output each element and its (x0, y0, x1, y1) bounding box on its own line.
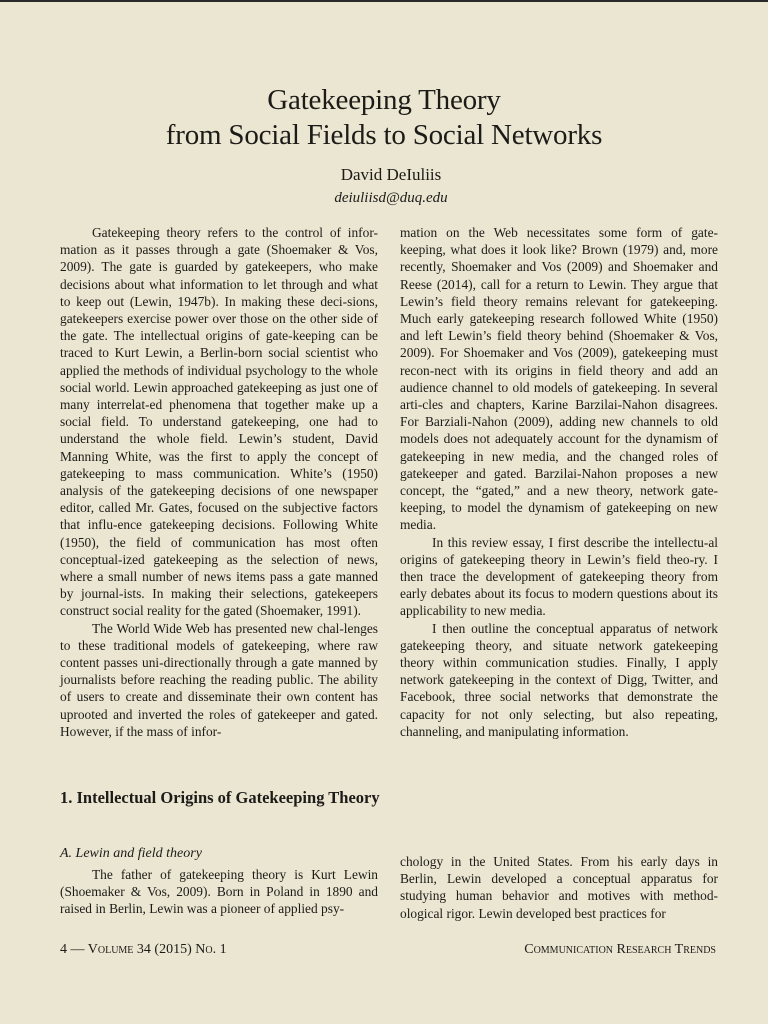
intro-paragraph-1: Gatekeeping theory refers to the control of infor-mation as it passes through a gate (Shoemaker & Vos, 2009). The gate is guarded by gatekeepers, who make decisions about what information to let through and what to keep out (Lewin, 1947b). In making these deci-sions, gatekeepers exercise power over those on the other side of the gate. The intellectual origins of gate-keeping can be traced to Kurt Lewin, a Berlin-born social scientist who applied the methods of individual psychology to the whole social world. Lewin approached gatekeeping as just one of many interrelat-ed phenomena that together make up a social field. To understand gatekeeping, one had to understand the whole field. Lewin’s student, David Manning White, was the first to apply the concept of gatekeeping to mass communication. White’s (1950) analysis of the gatekeeping decisions of one newspaper editor, called Mr. Gates, focused on the subjective factors that influ-ence gatekeeping decisions. Following White (1950), the field of communication has most often conceptual-ized gatekeeping as the selection of news, where a small number of news items pass a gate manned by journal-ists. In making their selections, gatekeepers construct social reality for the gated (Shoemaker, 1991). (60, 225, 378, 619)
section-left-column (60, 866, 378, 918)
article-title (0, 83, 768, 153)
intro-right-column (400, 224, 718, 740)
author-name: David DeIuliis (340, 165, 442, 184)
intro-paragraph-3: In this review essay, I first describe the intellectu-al origins of gatekeeping theory in Lewin’s field theo-ry. I then trace the development of gatekeeping theory from early debates about its focus to modern questions about its applicability to new media. (400, 534, 718, 619)
author-email: deiuliisd@duq.edu (334, 190, 448, 206)
footer-journal-name: Communication Research Trends (524, 942, 716, 957)
intro-left-column (60, 224, 378, 740)
section-paragraph-1: The father of gatekeeping theory is Kurt Lewin (Shoemaker & Vos, 2009). Born in Poland in 1890 and raised in Berlin, Lewin was a pioneer of applied psy- (60, 867, 378, 917)
article-title-line-2: from Social Fields to Social Networks (165, 119, 603, 151)
article-title-line-1: Gatekeeping Theory (267, 84, 501, 116)
section-right-column (400, 853, 718, 922)
section-heading: 1. Intellectual Origins of Gatekeeping Theory (60, 788, 380, 807)
top-rule (0, 0, 768, 2)
intro-paragraph-2: The World Wide Web has presented new chal-lenges to these traditional models of gatekeeping, where raw content passes uni-directionally through a gate manned by journalists before reaching the reading public. The ability of users to create and disseminate their own content has uprooted and inverted the roles of gatekeeper and gated. However, if the mass of infor- (60, 620, 378, 739)
footer-volume: 4 — Volume 34 (2015) No. 1 (60, 942, 227, 957)
subsection-heading: A. Lewin and field theory (60, 846, 202, 861)
intro-paragraph-4: I then outline the conceptual apparatus of network gatekeeping theory, and situate network gatekeeping theory within communication studies. Finally, I apply network gatekeeping in the context of Digg, Twitter, and Facebook, three social networks that demonstrate the capacity for not only selecting, but also repeating, channeling, and manipulating information. (400, 620, 718, 739)
section-paragraph-1-continued: chology in the United States. From his early days in Berlin, Lewin developed a conceptual apparatus for studying human behavior and motives with method-ological rigor. Lewin developed best practices for (400, 854, 718, 921)
intro-paragraph-2-continued: mation on the Web necessitates some form of gate-keeping, what does it look like? Brown (1979) and, more recently, Shoemaker and Vos (2009) and Shoemaker and Reese (2014), call for a return to Lewin. They argue that Lewin’s field theory remains relevant for gatekeeping. Much early gatekeeping research followed White (1950) and left Lewin’s field theory behind (Shoemaker & Vos, 2009). For Shoemaker and Vos (2009), gatekeeping must recon-nect with its origins in field theory and add an audience channel to old models of gatekeeping. In several arti-cles and chapters, Karine Barzilai-Nahon disagrees. For Barziali-Nahon (2009), adding new channels to old models does not adequately account for the dynamism of gatekeeping in new media, and the changed roles of gatekeeper and gated. Barzilai-Nahon proposes a new concept, the “gated,” and a new theory, network gate-keeping, to model the dynamism of gatekeeping on new media. (400, 225, 718, 533)
